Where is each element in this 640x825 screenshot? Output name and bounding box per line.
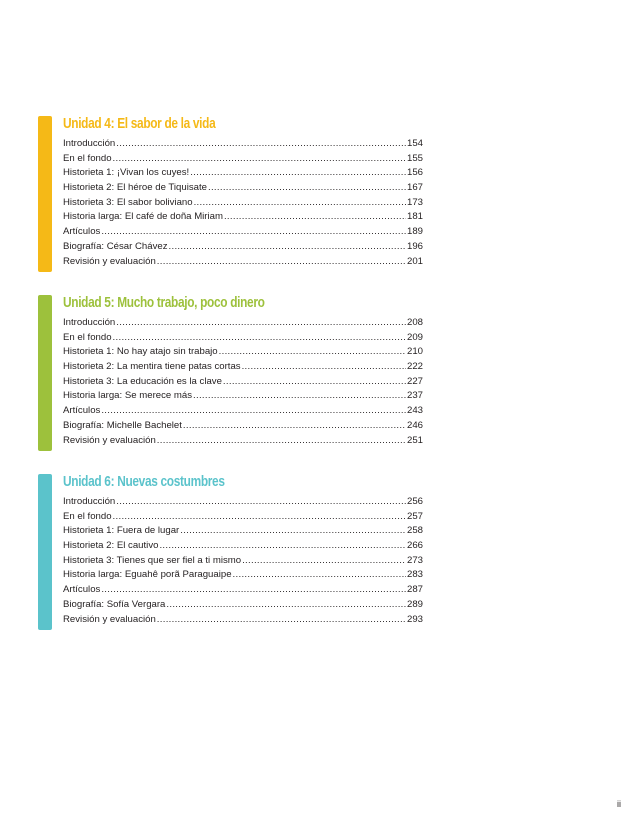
toc-entry	[63, 210, 423, 225]
toc-entry	[63, 539, 423, 554]
dot-leader	[157, 255, 406, 270]
toc-entry-page: 209	[406, 331, 423, 343]
page-number: ii	[617, 799, 621, 809]
toc-entry-page: 208	[406, 317, 423, 328]
dot-leader	[223, 375, 406, 390]
toc-entry	[63, 181, 423, 196]
toc-list	[63, 137, 423, 269]
toc-entry-label: Historia larga: El café de doña Miriam	[63, 211, 223, 223]
toc-entry	[63, 598, 423, 613]
toc-entry-page: 273	[406, 554, 423, 566]
toc-entry-page: 266	[406, 540, 423, 552]
toc-entry	[63, 404, 423, 419]
toc-entry-label: Introducción	[63, 138, 116, 149]
dot-leader	[194, 196, 406, 211]
toc-entry	[63, 225, 423, 240]
unit-title: Unidad 6: Nuevas costumbres	[63, 474, 225, 490]
toc-entry-page: 173	[406, 196, 423, 208]
toc-entry-label: Historieta 2: El héroe de Tiquisate	[63, 182, 207, 194]
toc-entry	[63, 434, 423, 449]
toc-entry-page: 201	[406, 255, 423, 267]
dot-leader	[113, 331, 406, 346]
toc-entry-page: 251	[406, 434, 423, 446]
toc-entry-label: Historieta 2: La mentira tiene patas cortas	[63, 361, 241, 373]
toc-entry-label: Revisión y evaluación	[63, 613, 156, 625]
toc-list	[63, 495, 423, 627]
toc-entry-page: 189	[406, 226, 423, 238]
toc-entry-label: En el fondo	[63, 152, 112, 164]
dot-leader	[183, 419, 406, 434]
dot-leader	[180, 524, 406, 539]
dot-leader	[101, 404, 406, 419]
toc-entry	[63, 613, 423, 628]
toc-entry	[63, 152, 423, 167]
toc-entry-page: 181	[406, 211, 423, 223]
dot-leader	[113, 152, 406, 167]
toc-entry	[63, 240, 423, 255]
toc-entry	[63, 524, 423, 539]
toc-entry-page: 246	[406, 419, 423, 431]
toc-entry-label: Historieta 3: Tienes que ser fiel a ti mismo	[63, 554, 242, 566]
dot-leader	[224, 210, 406, 225]
unit-title: Unidad 5: Mucho trabajo, poco dinero	[63, 295, 265, 311]
dot-leader	[101, 583, 406, 598]
unit-title: Unidad 4: El sabor de la vida	[63, 116, 216, 132]
toc-entry	[63, 255, 423, 270]
toc-entry-label: Revisión y evaluación	[63, 255, 156, 267]
toc-entry-page: 256	[406, 496, 423, 507]
unit-color-bar	[38, 116, 52, 272]
toc-entry-page: 167	[406, 182, 423, 194]
toc-entry-label: En el fondo	[63, 331, 112, 343]
toc-entry-label: En el fondo	[63, 510, 112, 522]
toc-entry	[63, 360, 423, 375]
toc-entry-label: Historieta 1: ¡Vivan los cuyes!	[63, 167, 190, 179]
toc-entry	[63, 196, 423, 211]
dot-leader	[193, 389, 406, 404]
dot-leader	[113, 510, 406, 525]
toc-entry	[63, 316, 423, 331]
dot-leader	[169, 240, 406, 255]
toc-entry	[63, 375, 423, 390]
toc-entry-label: Artículos	[63, 405, 101, 417]
toc-entry-label: Introducción	[63, 496, 116, 507]
toc-entry-label: Historieta 2: El cautivo	[63, 540, 159, 552]
toc-entry-label: Biografía: César Chávez	[63, 240, 168, 252]
toc-entry-label: Historieta 1: Fuera de lugar	[63, 525, 180, 537]
toc-entry-page: 287	[406, 584, 423, 596]
toc-entry-page: 227	[406, 375, 423, 387]
toc-entry	[63, 389, 423, 404]
toc-entry	[63, 495, 423, 510]
unit-color-bar	[38, 474, 52, 630]
toc-entry-page: 258	[406, 525, 423, 537]
toc-entry	[63, 583, 423, 598]
toc-entry-page: 154	[406, 138, 423, 149]
dot-leader	[116, 137, 406, 152]
dot-leader	[242, 360, 406, 375]
unit-color-bar	[38, 295, 52, 451]
toc-entry-label: Artículos	[63, 226, 101, 238]
toc-entry-page: 155	[406, 152, 423, 164]
toc-entry-page: 283	[406, 569, 423, 581]
toc-entry-page: 257	[406, 510, 423, 522]
toc-entry-label: Historieta 1: No hay atajo sin trabajo	[63, 346, 218, 358]
dot-leader	[242, 554, 406, 569]
toc-entry	[63, 331, 423, 346]
toc-entry-page: 289	[406, 598, 423, 610]
dot-leader	[190, 166, 406, 181]
toc-entry-page: 293	[406, 613, 423, 625]
dot-leader	[219, 345, 406, 360]
toc-entry-label: Historieta 3: La educación es la clave	[63, 375, 222, 387]
toc-entry-page: 243	[406, 405, 423, 417]
dot-leader	[116, 495, 406, 510]
toc-entry-label: Historieta 3: El sabor boliviano	[63, 196, 193, 208]
toc-entry-label: Biografía: Sofía Vergara	[63, 598, 166, 610]
toc-entry-label: Historia larga: Eguahê porã Paraguaipe	[63, 569, 232, 581]
toc-entry-label: Historia larga: Se merece más	[63, 390, 193, 402]
toc-list	[63, 316, 423, 448]
dot-leader	[159, 539, 406, 554]
dot-leader	[233, 568, 406, 583]
toc-entry	[63, 137, 423, 152]
toc-entry-page: 210	[406, 346, 423, 358]
toc-entry-page: 196	[406, 240, 423, 252]
dot-leader	[116, 316, 406, 331]
toc-entry-label: Artículos	[63, 584, 101, 596]
toc-entry-page: 156	[406, 167, 423, 179]
toc-entry-page: 222	[406, 361, 423, 373]
dot-leader	[166, 598, 406, 613]
toc-entry	[63, 510, 423, 525]
dot-leader	[157, 434, 406, 449]
dot-leader	[208, 181, 406, 196]
toc-entry-label: Biografía: Michelle Bachelet	[63, 419, 182, 431]
toc-entry	[63, 419, 423, 434]
toc-entry	[63, 554, 423, 569]
toc-entry-page: 237	[406, 390, 423, 402]
dot-leader	[101, 225, 406, 240]
toc-entry-label: Introducción	[63, 317, 116, 328]
toc-entry	[63, 568, 423, 583]
dot-leader	[157, 613, 406, 628]
toc-entry	[63, 166, 423, 181]
toc-entry-label: Revisión y evaluación	[63, 434, 156, 446]
toc-entry	[63, 345, 423, 360]
